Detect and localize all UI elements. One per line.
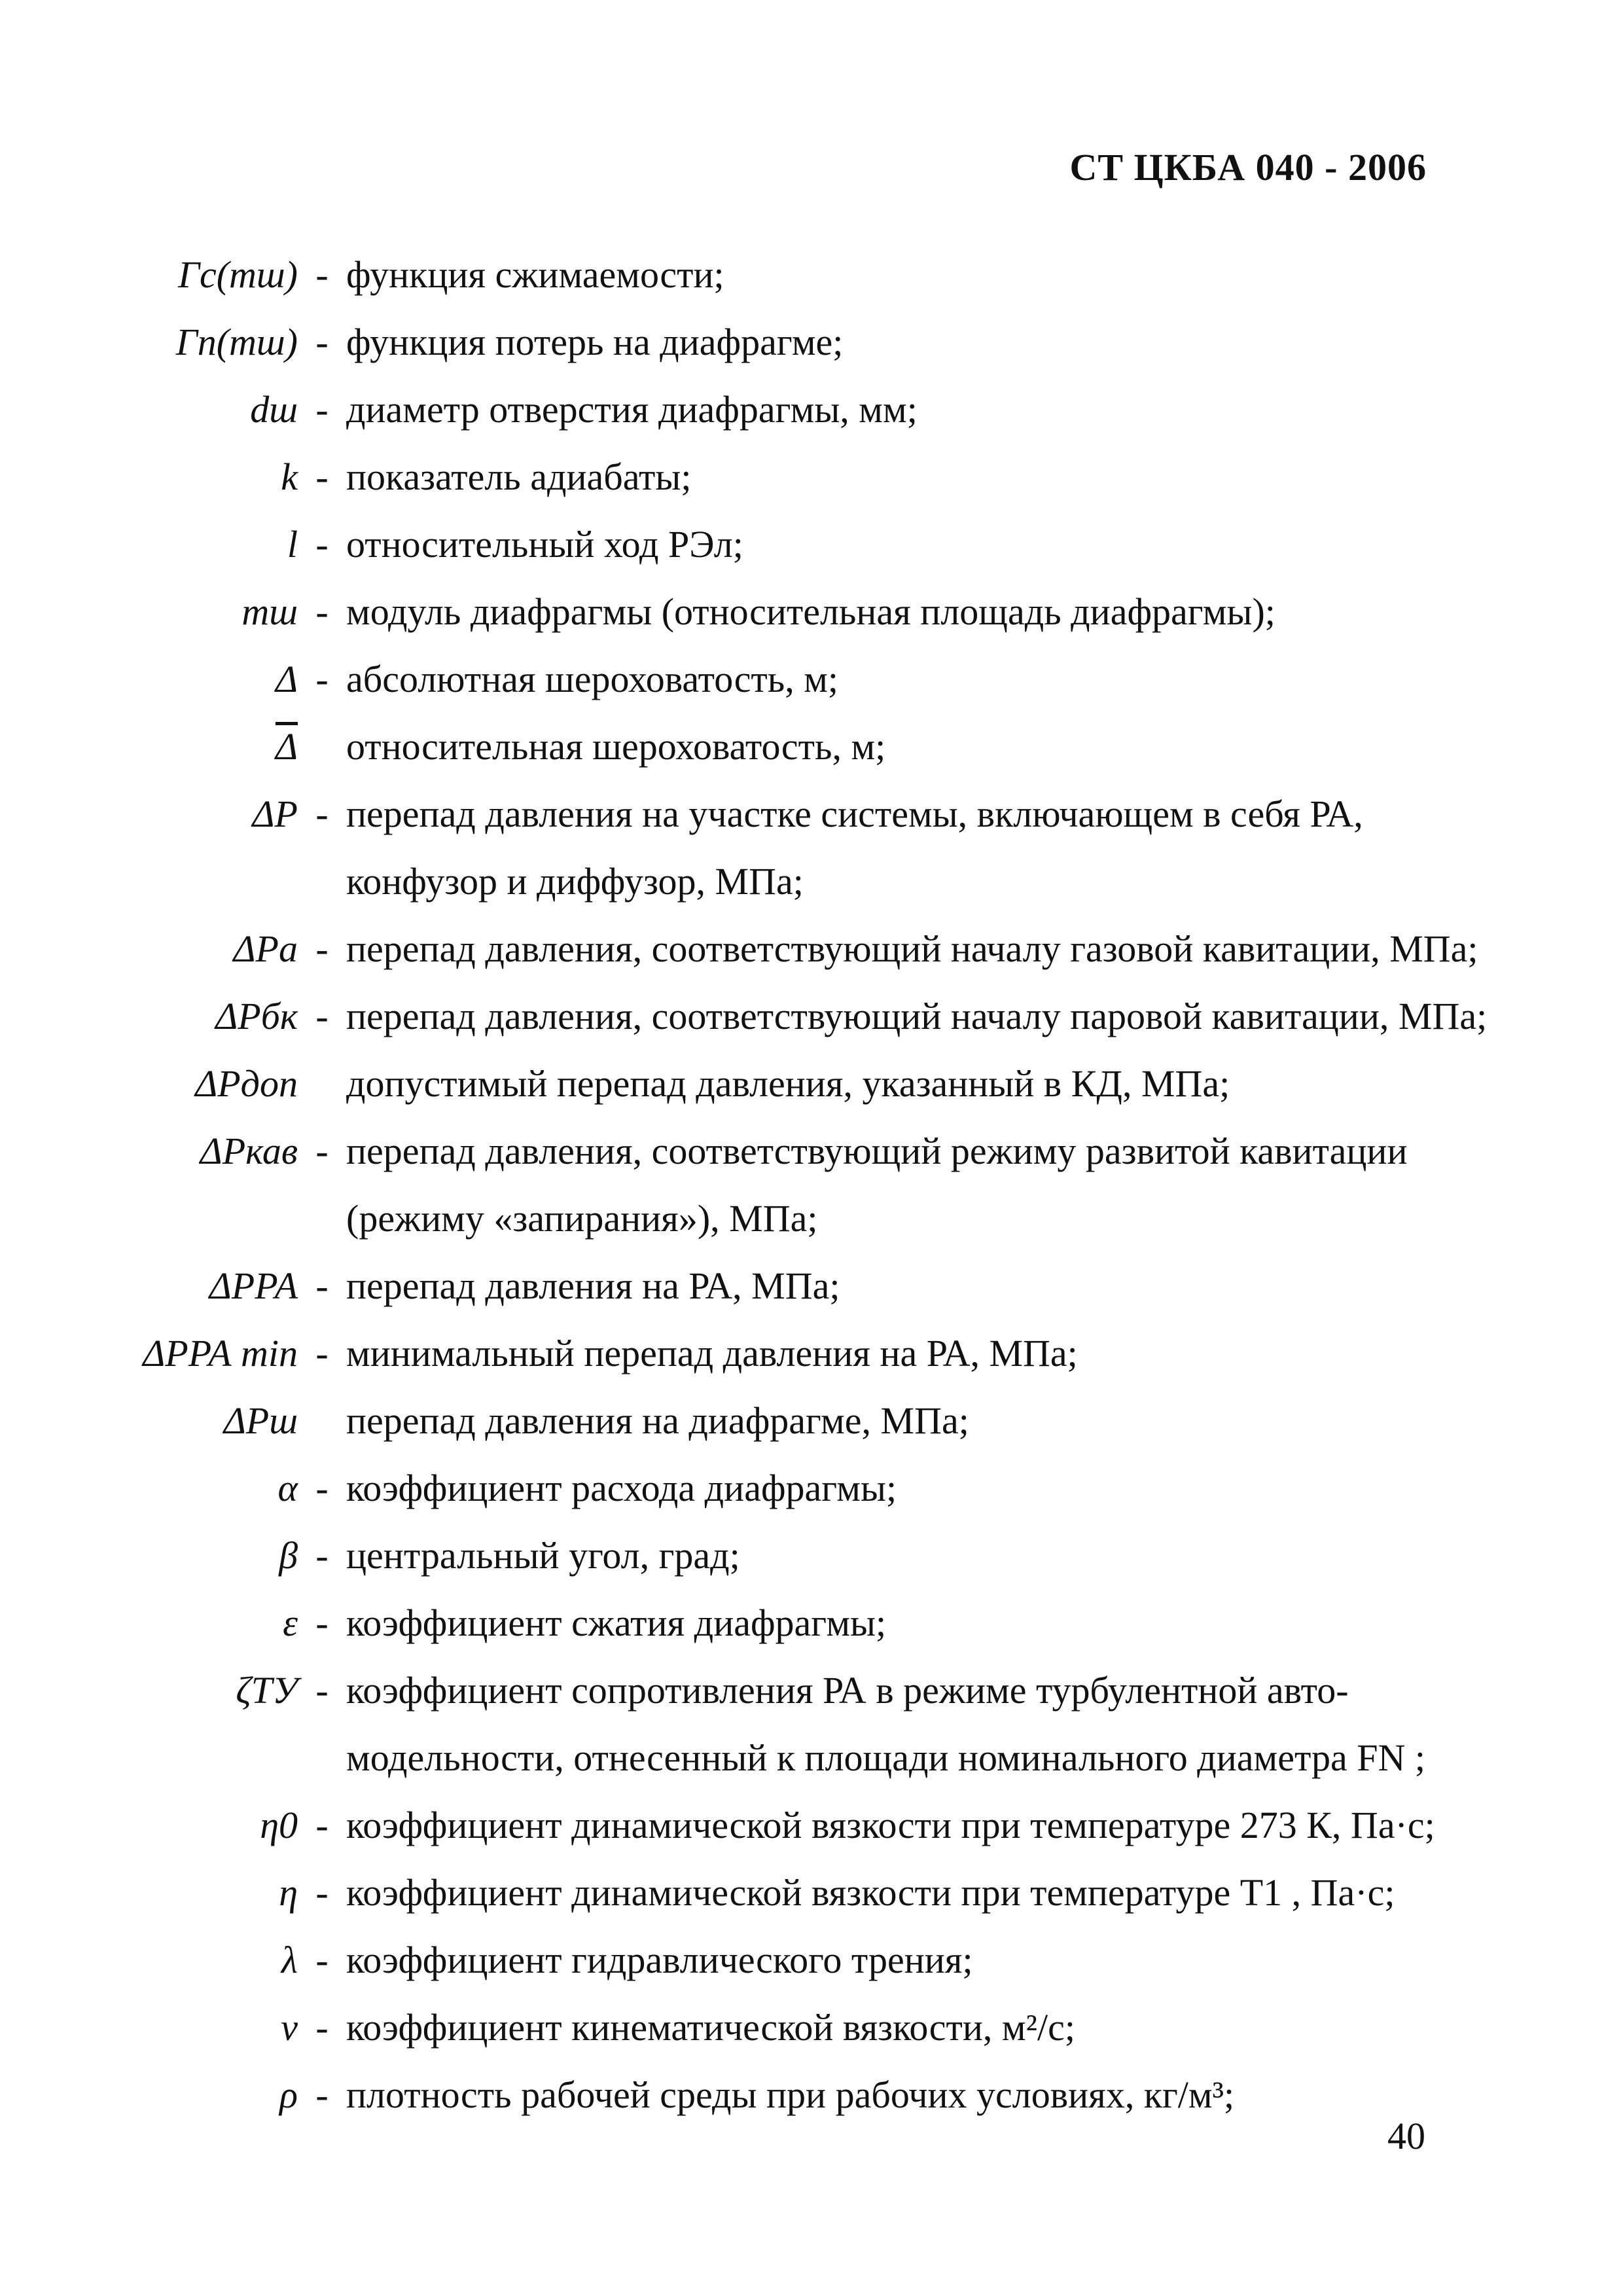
document-code-header: СТ ЦКБА 040 - 2006 [1069, 146, 1427, 188]
legend-row-continuation [0, 1724, 1623, 1791]
definition: модуль диафрагмы (относительная площадь диафрагмы); [346, 590, 1275, 633]
symbol: k [281, 456, 298, 498]
separator: - [315, 1467, 329, 1509]
symbol-legend [0, 241, 1623, 2128]
separator: - [315, 1332, 329, 1374]
definition: перепад давления на участке системы, включающем в себя РА, [346, 793, 1363, 835]
separator: - [315, 456, 329, 498]
definition: функция потерь на диафрагме; [346, 321, 844, 363]
legend-row [0, 1657, 1623, 1724]
symbol: l [287, 523, 298, 565]
legend-row-continuation [0, 848, 1623, 915]
separator: - [315, 927, 329, 970]
definition: коэффициент сопротивления РА в режиме турбулентной авто- [346, 1669, 1349, 1712]
symbol: mш [241, 590, 298, 633]
symbol: α [277, 1467, 298, 1509]
legend-row [0, 241, 1623, 308]
legend-row [0, 1319, 1623, 1387]
legend-row [0, 2061, 1623, 2128]
symbol: $\overline{\Delta}$ [275, 725, 298, 768]
definition: допустимый перепад давления, указанный в КД, МПа; [346, 1062, 1230, 1105]
legend-row [0, 915, 1623, 982]
legend-row [0, 511, 1623, 578]
definition: абсолютная шероховатость, м; [346, 658, 839, 700]
definition: центральный угол, град; [346, 1534, 740, 1577]
definition: функция сжимаемости; [346, 253, 724, 296]
definition: минимальный перепад давления на РА, МПа; [346, 1332, 1078, 1374]
definition: коэффициент кинематической вязкости, м²/с; [346, 2006, 1075, 2049]
separator: - [315, 2006, 329, 2049]
symbol: ΔPш [223, 1399, 298, 1442]
separator: - [315, 793, 329, 835]
separator: - [315, 321, 329, 363]
legend-row [0, 713, 1623, 780]
legend-row [0, 1589, 1623, 1657]
symbol: ΔP [252, 793, 298, 835]
symbol: η0 [260, 1804, 298, 1846]
separator: - [315, 1534, 329, 1577]
legend-row [0, 376, 1623, 443]
symbol: Гп(mш) [175, 321, 298, 363]
definition: относительная шероховатость, м; [346, 725, 886, 768]
separator: - [315, 253, 329, 296]
definition: перепад давления, соответствующий началу газовой кавитации, МПа; [346, 927, 1478, 970]
separator: - [315, 388, 329, 431]
symbol: ΔPа [233, 927, 298, 970]
symbol: ΔPкав [200, 1130, 298, 1172]
legend-row [0, 578, 1623, 645]
legend-row [0, 1994, 1623, 2061]
legend-row [0, 308, 1623, 376]
separator: - [315, 2073, 329, 2116]
definition: конфузор и диффузор, МПа; [346, 860, 804, 903]
definition: плотность рабочей среды при рабочих условиях, кг/м³; [346, 2073, 1235, 2116]
page-number: 40 [1387, 2115, 1425, 2157]
legend-row [0, 1791, 1623, 1859]
legend-row [0, 1522, 1623, 1589]
separator: - [315, 523, 329, 565]
symbol: ν [281, 2006, 298, 2049]
symbol: ΔPРА [209, 1265, 298, 1307]
symbol: β [279, 1534, 298, 1577]
separator: - [315, 1939, 329, 1981]
definition: диаметр отверстия диафрагмы, мм; [346, 388, 918, 431]
legend-row [0, 1252, 1623, 1319]
separator: - [315, 1265, 329, 1307]
definition: показатель адиабаты; [346, 456, 692, 498]
legend-row-continuation [0, 1185, 1623, 1252]
definition: модельности, отнесенный к площади номинального диаметра FN ; [346, 1736, 1426, 1779]
definition: (режиму «запирания»), МПа; [346, 1197, 818, 1240]
definition: относительный ход РЭл; [346, 523, 743, 565]
symbol: ΔPбк [215, 995, 298, 1037]
symbol: Δ [275, 658, 298, 700]
symbol: ζТУ [236, 1669, 298, 1712]
separator: - [315, 1871, 329, 1914]
symbol: η [279, 1871, 298, 1914]
separator: - [315, 590, 329, 633]
symbol: Гс(mш) [177, 253, 298, 296]
separator: - [315, 1804, 329, 1846]
separator: - [315, 995, 329, 1037]
separator: - [315, 1130, 329, 1172]
definition: перепад давления, соответствующий началу паровой кавитации, МПа; [346, 995, 1488, 1037]
separator: - [315, 1669, 329, 1712]
legend-row [0, 645, 1623, 713]
definition: перепад давления на диафрагме, МПа; [346, 1399, 969, 1442]
symbol: ΔPРА min [143, 1332, 298, 1374]
definition: перепад давления, соответствующий режиму развитой кавитации [346, 1130, 1408, 1172]
legend-row [0, 1926, 1623, 1994]
definition: коэффициент расхода диафрагмы; [346, 1467, 897, 1509]
legend-row [0, 1859, 1623, 1926]
legend-row [0, 443, 1623, 511]
symbol: ε [283, 1602, 298, 1644]
definition: перепад давления на РА, МПа; [346, 1265, 840, 1307]
symbol: λ [281, 1939, 298, 1981]
legend-row [0, 1117, 1623, 1185]
legend-row [0, 1050, 1623, 1117]
separator: - [315, 658, 329, 700]
legend-row [0, 1454, 1623, 1522]
separator: - [315, 1602, 329, 1644]
definition: коэффициент сжатия диафрагмы; [346, 1602, 887, 1644]
symbol: dш [250, 388, 298, 431]
definition: коэффициент гидравлического трения; [346, 1939, 973, 1981]
legend-row [0, 780, 1623, 848]
legend-row [0, 982, 1623, 1050]
definition: коэффициент динамической вязкости при температуре 273 К, Па·с; [346, 1804, 1435, 1846]
symbol: ρ [279, 2073, 298, 2116]
symbol: ΔPдоп [195, 1062, 298, 1105]
definition: коэффициент динамической вязкости при температуре T1 , Па·с; [346, 1871, 1395, 1914]
legend-row [0, 1387, 1623, 1454]
